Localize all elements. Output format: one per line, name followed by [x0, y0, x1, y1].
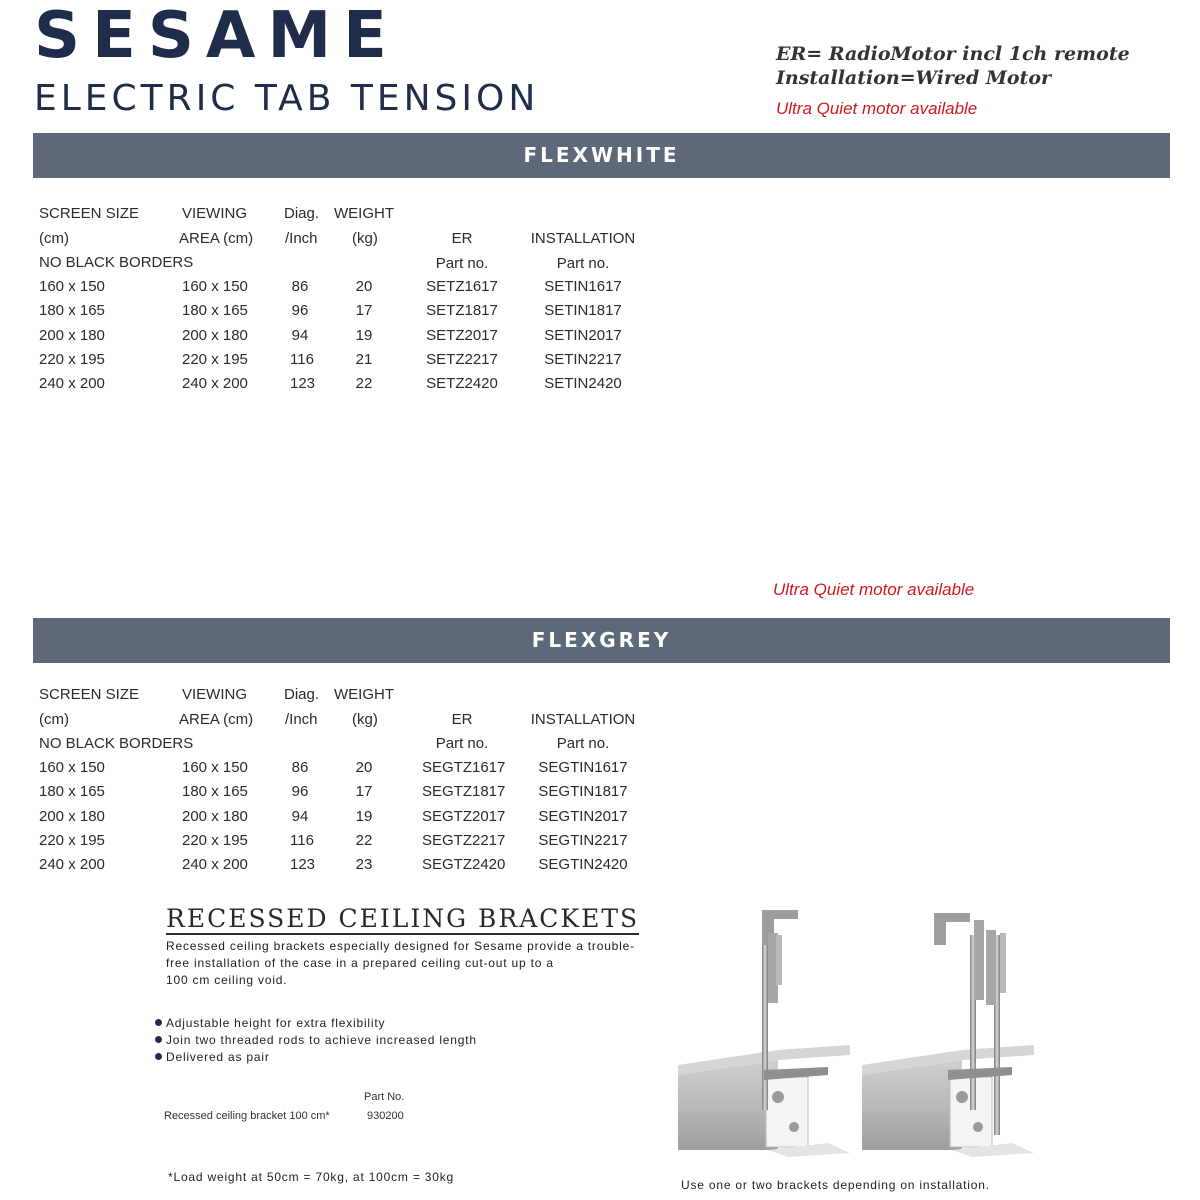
brackets-description — [166, 938, 646, 989]
table-cell: 17 — [355, 302, 373, 320]
table-cell: SETZ1617 — [426, 278, 498, 295]
table-cell: 160 x 150 — [182, 759, 248, 776]
table-cell: SETIN2217 — [544, 350, 622, 368]
table-cell: 180 x 165 — [182, 302, 248, 320]
description-line: Recessed ceiling brackets especially designed for Sesame provide a trouble- — [166, 939, 635, 953]
table-cell: 160 x 150 — [39, 278, 105, 295]
col-header-no-black-borders: NO BLACK BORDERS — [39, 735, 194, 752]
col-header-diag: Diag. — [284, 205, 320, 222]
table-cell: 123 — [290, 856, 316, 874]
col-header-installation-part: Part no. — [556, 255, 610, 272]
col-header-installation: INSTALLATION — [530, 230, 636, 247]
table-cell: SETZ2217 — [426, 350, 498, 368]
col-header-screen-size: SCREEN SIZE — [39, 686, 140, 703]
col-header-area: AREA (cm) — [179, 230, 254, 247]
table-cell: 220 x 195 — [182, 831, 248, 849]
brackets-feature-list — [155, 1015, 477, 1066]
table-cell: SEGTZ1817 — [422, 783, 506, 801]
feature-text: Adjustable height for extra flexibility — [166, 1016, 386, 1030]
flexgrey-band: FLEXGREY — [33, 618, 1170, 663]
product-subtitle: ELECTRIC TAB TENSION — [34, 78, 540, 119]
bracket-photo-caption: Use one or two brackets depending on installation. — [681, 1178, 990, 1192]
col-header-kg: (kg) — [352, 711, 378, 728]
table-cell: SEGTIN2420 — [538, 856, 628, 874]
brackets-title-text: RECESSED CEILING BRACKETS — [166, 904, 640, 933]
col-header-diag: Diag. — [284, 686, 320, 703]
description-line: 100 cm ceiling void. — [166, 973, 288, 987]
table-cell: 123 — [290, 375, 316, 393]
table-cell: 20 — [355, 759, 373, 776]
col-header-installation: INSTALLATION — [530, 711, 636, 728]
part-no-header: Part No. — [364, 1091, 405, 1103]
col-header-weight: WEIGHT — [334, 686, 394, 703]
col-header-viewing: VIEWING — [182, 205, 248, 222]
table-cell: 86 — [291, 759, 309, 776]
table-cell: 19 — [355, 326, 373, 344]
table-cell: SEGTZ1617 — [422, 759, 506, 776]
table-cell: 116 — [290, 350, 314, 368]
table-cell: 200 x 180 — [39, 326, 105, 344]
table-cell: 200 x 180 — [182, 807, 248, 825]
brand-title: SESAME — [34, 0, 399, 73]
bullet-icon — [155, 1019, 162, 1026]
table-cell: 240 x 200 — [182, 856, 248, 874]
col-header-no-black-borders: NO BLACK BORDERS — [39, 254, 194, 271]
col-header-viewing: VIEWING — [182, 686, 248, 703]
feature-item — [155, 1015, 477, 1032]
col-header-kg: (kg) — [352, 230, 378, 247]
col-header-er-part: Part no. — [435, 255, 489, 272]
table-cell: 96 — [291, 302, 309, 320]
table-cell: SETZ2420 — [426, 375, 498, 393]
table-cell: SEGTZ2217 — [422, 831, 506, 849]
table-cell: SEGTIN1617 — [538, 759, 628, 776]
table-cell: 220 x 195 — [39, 350, 105, 368]
table-cell: 240 x 200 — [39, 375, 105, 393]
description-line: free installation of the case in a prepared ceiling cut-out up to a — [166, 956, 554, 970]
table-cell: 21 — [355, 350, 373, 368]
table-cell: 220 x 195 — [182, 350, 248, 368]
col-header-screen-size: SCREEN SIZE — [39, 205, 140, 222]
table-cell: SEGTIN2017 — [538, 807, 628, 825]
table-cell: 94 — [291, 807, 309, 825]
table-cell: 160 x 150 — [39, 759, 105, 776]
table-cell: SETIN2420 — [544, 375, 622, 393]
table-cell: 86 — [291, 278, 309, 295]
col-header-cm: (cm) — [39, 230, 69, 247]
note-er: ER= RadioMotor incl 1ch remote — [776, 43, 1130, 65]
table-cell: SETIN2017 — [544, 326, 622, 344]
col-header-cm: (cm) — [39, 711, 69, 728]
table-cell: 23 — [355, 856, 373, 874]
col-header-er: ER — [451, 711, 473, 728]
ultra-quiet-note-mid: Ultra Quiet motor available — [773, 580, 975, 599]
feature-text: Delivered as pair — [166, 1050, 270, 1064]
bracket-photo-double — [862, 905, 1034, 1157]
table-cell: 22 — [355, 375, 373, 393]
table-cell: SETIN1617 — [544, 278, 622, 295]
col-header-weight: WEIGHT — [334, 205, 394, 222]
table-cell: 17 — [355, 783, 373, 801]
col-header-inch: /Inch — [285, 711, 318, 728]
table-cell: 180 x 165 — [39, 302, 105, 320]
table-cell: SEGTZ2017 — [422, 807, 506, 825]
bracket-photo-single — [678, 905, 850, 1157]
table-cell: 200 x 180 — [39, 807, 105, 825]
table-cell: SETZ1817 — [426, 302, 498, 320]
note-installation: Installation=Wired Motor — [776, 67, 1052, 89]
table-cell: SEGTZ2420 — [422, 856, 506, 874]
bracket-item-label: Recessed ceiling bracket 100 cm* — [164, 1110, 330, 1122]
table-cell: 20 — [355, 278, 373, 295]
table-cell: 94 — [291, 326, 309, 344]
col-header-er-part: Part no. — [435, 735, 489, 752]
bracket-item-part-no: 930200 — [367, 1110, 404, 1122]
table-cell: 22 — [355, 831, 373, 849]
table-cell: 200 x 180 — [182, 326, 248, 344]
feature-item — [155, 1049, 477, 1066]
table-cell: SEGTIN1817 — [538, 783, 628, 801]
ultra-quiet-note-top: Ultra Quiet motor available — [776, 99, 978, 118]
bullet-icon — [155, 1036, 162, 1043]
table-cell: 220 x 195 — [39, 831, 105, 849]
table-cell: 180 x 165 — [182, 783, 248, 801]
table-cell: SETZ2017 — [426, 326, 498, 344]
feature-item — [155, 1032, 477, 1049]
table-cell: 160 x 150 — [182, 278, 248, 295]
col-header-area: AREA (cm) — [179, 711, 254, 728]
table-cell: SEGTIN2217 — [538, 831, 628, 849]
bullet-icon — [155, 1053, 162, 1060]
table-cell: 116 — [290, 831, 314, 849]
table-cell: 19 — [355, 807, 373, 825]
table-cell: SETIN1817 — [544, 302, 622, 320]
col-header-er: ER — [451, 230, 473, 247]
table-cell: 96 — [291, 783, 309, 801]
table-cell: 240 x 200 — [39, 856, 105, 874]
table-cell: 180 x 165 — [39, 783, 105, 801]
col-header-inch: /Inch — [285, 230, 318, 247]
table-cell: 240 x 200 — [182, 375, 248, 393]
brackets-title — [166, 904, 639, 933]
col-header-installation-part: Part no. — [556, 735, 610, 752]
flexwhite-band: FLEXWHITE — [33, 133, 1170, 178]
load-weight-footnote: *Load weight at 50cm = 70kg, at 100cm = 30kg — [168, 1170, 455, 1184]
feature-text: Join two threaded rods to achieve increased length — [166, 1033, 477, 1047]
